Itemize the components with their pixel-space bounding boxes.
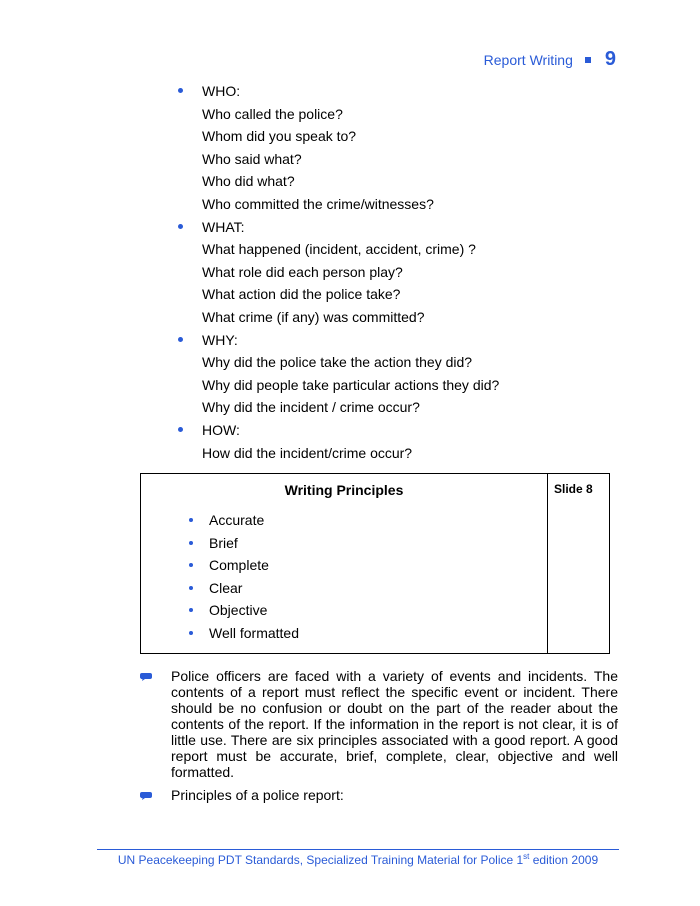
slide-list-item: Accurate bbox=[189, 509, 299, 532]
header-title: Report Writing bbox=[483, 51, 573, 68]
question-item: Who committed the crime/witnesses? bbox=[202, 195, 434, 212]
speech-bubble-icon bbox=[140, 792, 152, 800]
question-heading: WHAT: bbox=[178, 216, 638, 239]
question-item: What crime (if any) was committed? bbox=[202, 308, 425, 325]
question-item: Who said what? bbox=[202, 150, 302, 167]
question-item: Why did the police take the action they did? bbox=[202, 354, 473, 371]
bullet-icon bbox=[189, 631, 193, 635]
bullet-icon bbox=[178, 337, 183, 342]
footer-text: UN Peacekeeping PDT Standards, Specialized Training Material for Police 1 bbox=[117, 853, 524, 867]
bullet-icon bbox=[178, 427, 183, 432]
footer-text-end: edition 2009 bbox=[529, 853, 599, 867]
paragraph-text: Principles of a police report: bbox=[171, 787, 344, 803]
page-footer bbox=[97, 852, 619, 867]
question-item: How did the incident/crime occur? bbox=[202, 444, 413, 461]
speech-bubble-icon bbox=[140, 673, 152, 681]
page-header bbox=[484, 48, 616, 71]
question-item: What action did the police take? bbox=[202, 286, 401, 303]
bullet-icon bbox=[189, 608, 193, 612]
slide-box bbox=[140, 473, 610, 654]
question-heading: HOW: bbox=[178, 419, 638, 442]
question-item: What role did each person play? bbox=[202, 263, 403, 280]
slide-title: Writing Principles bbox=[284, 482, 404, 498]
question-item: Whom did you speak to? bbox=[202, 128, 357, 145]
bullet-icon bbox=[189, 518, 193, 522]
slide-list-item: Brief bbox=[189, 532, 299, 555]
slide-list-item: Objective bbox=[189, 599, 299, 622]
bullet-icon bbox=[178, 88, 183, 93]
question-item: Why did people take particular actions they did? bbox=[202, 376, 500, 393]
body-paragraph bbox=[140, 668, 618, 780]
slide-list-item: Well formatted bbox=[189, 622, 299, 645]
footer-superscript: st bbox=[523, 852, 530, 861]
slide-label: Slide 8 bbox=[554, 482, 593, 496]
slide-list-item: Clear bbox=[189, 577, 299, 600]
page-number: 9 bbox=[604, 48, 616, 70]
question-heading: WHO: bbox=[178, 80, 638, 103]
slide-divider bbox=[547, 474, 548, 653]
bullet-icon bbox=[189, 586, 193, 590]
question-item: Who did what? bbox=[202, 173, 295, 190]
bullet-icon bbox=[189, 541, 193, 545]
slide-list-item: Complete bbox=[189, 554, 299, 577]
question-item: Why did the incident / crime occur? bbox=[202, 399, 420, 416]
body-paragraph bbox=[140, 787, 618, 803]
question-item: Who called the police? bbox=[202, 105, 343, 122]
slide-list bbox=[189, 509, 299, 645]
question-heading: WHY: bbox=[178, 329, 638, 352]
paragraph-text: Police officers are faced with a variety of events and incidents. The contents of a report must reflect the specific event or incident. There should be no confusion or doubt on the part of the reader about the contents of the report. If the information in the report is not clear, it is of little use. There are six principles associated with a good report. A good report must be accurate, brief, complete, clear, objective and well formatted. bbox=[171, 668, 618, 780]
footer-divider bbox=[97, 849, 619, 850]
question-item: What happened (incident, accident, crime) ? bbox=[202, 241, 476, 258]
bullet-icon bbox=[178, 224, 183, 229]
header-square-icon bbox=[585, 57, 591, 63]
bullet-icon bbox=[189, 563, 193, 567]
question-list bbox=[178, 80, 638, 464]
